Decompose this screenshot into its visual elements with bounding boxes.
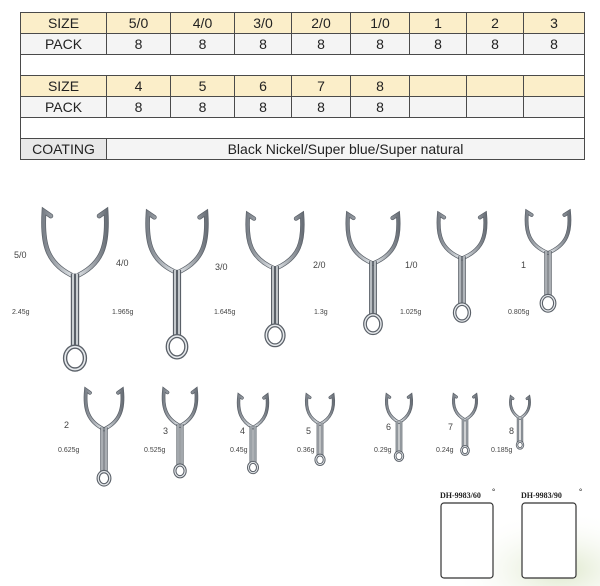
hook-size-label: 4/0 bbox=[116, 258, 129, 268]
size-cell: 3 bbox=[524, 13, 585, 34]
hook-3 bbox=[348, 214, 399, 333]
model-box-90 bbox=[522, 503, 576, 578]
hook-2 bbox=[248, 215, 303, 346]
size-row-1 bbox=[21, 13, 585, 34]
size-cell: 2 bbox=[467, 13, 524, 34]
model-code-60: DH-9983/60 bbox=[440, 491, 481, 500]
hook-weight-label: 1.3g bbox=[314, 309, 328, 316]
hook-size-label: 3 bbox=[163, 426, 169, 436]
hook-weight-label: 1.965g bbox=[112, 309, 134, 316]
coating-label: COATING bbox=[21, 139, 107, 160]
hook-size-label: 4 bbox=[240, 426, 246, 436]
hook-size-label: 7 bbox=[448, 422, 454, 432]
hook-1 bbox=[148, 213, 207, 357]
size-label: SIZE bbox=[21, 76, 107, 97]
hook-5 bbox=[527, 212, 570, 311]
pack-cell: 8 bbox=[524, 34, 585, 55]
size-cell: 7 bbox=[292, 76, 351, 97]
hook-4 bbox=[439, 214, 486, 321]
hook-size-label: 1 bbox=[521, 260, 527, 270]
spacer-row bbox=[21, 55, 585, 76]
pack-cell: 8 bbox=[235, 34, 292, 55]
size-cell: 2/0 bbox=[292, 13, 351, 34]
hook-small-6 bbox=[510, 397, 529, 448]
size-cell: 4 bbox=[107, 76, 171, 97]
hook-size-label: 2 bbox=[64, 420, 70, 430]
hook-small-1 bbox=[164, 390, 197, 477]
empty-cell bbox=[410, 76, 467, 97]
hook-weight-label: 0.805g bbox=[508, 309, 530, 316]
hook-size-label: 2/0 bbox=[313, 260, 326, 270]
hook-size-label: 5 bbox=[306, 426, 312, 436]
empty-cell bbox=[467, 76, 524, 97]
pack-label: PACK bbox=[21, 34, 107, 55]
empty-cell bbox=[410, 97, 467, 118]
size-cell: 6 bbox=[235, 76, 292, 97]
pack-label: PACK bbox=[21, 97, 107, 118]
spacer-cell bbox=[21, 55, 585, 76]
pack-cell: 8 bbox=[467, 34, 524, 55]
hook-weight-label: 0.24g bbox=[436, 447, 454, 454]
pack-row-1 bbox=[21, 34, 585, 55]
pack-cell: 8 bbox=[235, 97, 292, 118]
empty-cell bbox=[524, 76, 585, 97]
coating-row bbox=[21, 139, 585, 160]
hooks-figure bbox=[0, 190, 600, 586]
hook-size-label: 1/0 bbox=[405, 260, 418, 270]
hook-weight-label: 0.185g bbox=[491, 447, 513, 454]
pack-cell: 8 bbox=[292, 34, 351, 55]
size-cell: 8 bbox=[351, 76, 410, 97]
hook-weight-label: 0.45g bbox=[230, 447, 248, 454]
pack-cell: 8 bbox=[292, 97, 351, 118]
hook-small-0 bbox=[86, 390, 123, 485]
model-box-60 bbox=[441, 503, 493, 578]
hook-size-label: 3/0 bbox=[215, 262, 228, 272]
hook-size-label: 6 bbox=[386, 422, 392, 432]
model-code-90: DH-9983/90 bbox=[521, 491, 562, 500]
hook-size-label: 8 bbox=[509, 426, 515, 436]
size-cell: 3/0 bbox=[235, 13, 292, 34]
pack-cell: 8 bbox=[351, 34, 410, 55]
hook-weight-label: 1.025g bbox=[400, 309, 422, 316]
size-cell: 5/0 bbox=[107, 13, 171, 34]
model-degree-90: ° bbox=[579, 487, 583, 496]
pack-cell: 8 bbox=[351, 97, 410, 118]
empty-cell bbox=[524, 97, 585, 118]
hook-weight-label: 2.45g bbox=[12, 309, 30, 316]
pack-cell: 8 bbox=[171, 97, 235, 118]
pack-cell: 8 bbox=[171, 34, 235, 55]
empty-cell bbox=[467, 97, 524, 118]
coating-value: Black Nickel/Super blue/Super natural bbox=[107, 139, 585, 160]
pack-row-2 bbox=[21, 97, 585, 118]
size-cell: 1 bbox=[410, 13, 467, 34]
hook-small-5 bbox=[453, 395, 476, 454]
spacer-cell bbox=[21, 118, 585, 139]
size-cell: 5 bbox=[171, 76, 235, 97]
hook-0 bbox=[44, 211, 107, 369]
spec-table bbox=[20, 12, 585, 160]
hook-weight-label: 0.36g bbox=[297, 447, 315, 454]
model-degree-60: ° bbox=[492, 487, 496, 496]
hook-weight-label: 0.625g bbox=[58, 447, 80, 454]
spacer-row bbox=[21, 118, 585, 139]
size-row-2 bbox=[21, 76, 585, 97]
size-cell: 1/0 bbox=[351, 13, 410, 34]
hook-size-label: 5/0 bbox=[14, 250, 27, 260]
size-cell: 4/0 bbox=[171, 13, 235, 34]
pack-cell: 8 bbox=[410, 34, 467, 55]
pack-cell: 8 bbox=[107, 34, 171, 55]
size-label: SIZE bbox=[21, 13, 107, 34]
hook-weight-label: 1.645g bbox=[214, 309, 236, 316]
pack-cell: 8 bbox=[107, 97, 171, 118]
hook-weight-label: 0.525g bbox=[144, 447, 166, 454]
hook-weight-label: 0.29g bbox=[374, 447, 392, 454]
